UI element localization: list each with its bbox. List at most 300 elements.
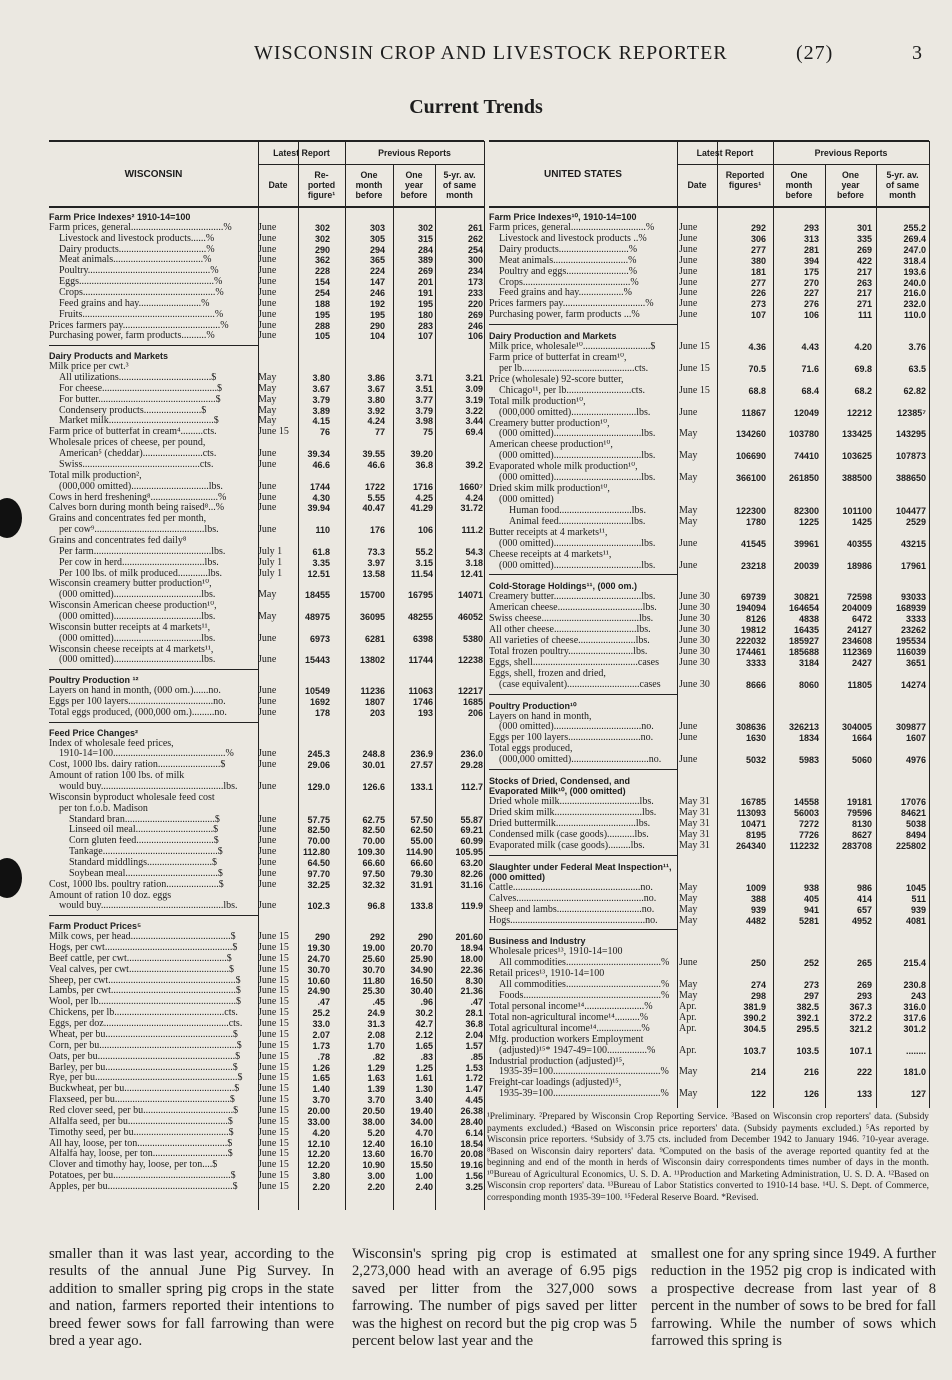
left-row-value: 15700 [359,590,385,601]
right-row-value: 308636 [735,722,766,733]
left-row-value: 10.60 [307,975,330,986]
right-row-date: June [679,221,698,233]
left-row-date: June 15 [258,1050,289,1062]
left-row-value: 389 [417,255,433,266]
right-row-date: June [679,243,698,255]
right-row-date: June [679,406,698,418]
left-row-value: 11063 [408,686,433,697]
right-row-value: 292 [750,222,766,233]
right-reported-heading: Reported figures¹ [725,170,765,190]
left-latest-report-heading: Latest Report [273,148,330,158]
right-row-value: 1780 [745,516,766,527]
left-row-value: 3.09 [465,383,483,394]
left-row-value: 10549 [304,686,330,697]
left-row-value: 1.65 [415,1040,433,1051]
right-row-value: 134260 [735,429,766,440]
right-row-value: 193.6 [903,266,926,277]
left-section-heading: Dairy Products and Markets [49,351,169,362]
left-row-date: June 15 [258,1018,289,1030]
right-row-value: 8126 [745,614,766,625]
left-row-value: 290 [314,932,330,943]
right-row-value: 69.8 [854,363,872,374]
right-section-rule [489,929,677,930]
right-row-label: Foods.......................................................% [499,991,670,1002]
left-row-value: 192 [369,298,385,309]
left-row-value: 206 [467,707,483,718]
right-row-value: 122300 [735,505,766,516]
left-row-value: 20.08 [460,1149,483,1160]
right-row-value: 103625 [841,451,872,462]
right-row-date: June [679,254,698,266]
left-row-date: June [258,695,277,707]
right-row-value: 70.5 [748,363,766,374]
right-row-value: 194094 [735,603,766,614]
left-row-value: 11.80 [362,975,385,986]
right-row-date: Apr. [679,1022,697,1034]
left-row-value: 254 [467,244,483,255]
left-row-value: 246 [369,288,385,299]
left-row-date: June 15 [258,1126,289,1138]
right-row-value: 3333 [905,614,926,625]
left-row-label: American⁵ (cheddar)........................cts. [59,449,217,460]
right-row-value: 19181 [846,797,872,808]
right-row-value: 215.4 [903,958,926,969]
right-row-value: 175 [803,266,819,277]
right-row-value: 127 [910,1089,926,1100]
right-row-label: Human food.............................lbs. [509,505,646,516]
right-row-date: June 30 [679,656,710,668]
left-row-value: 39.2 [465,459,483,470]
left-row-value: 24.9 [367,1008,385,1019]
left-row-label: Soybean meal.....................................$ [69,868,223,879]
left-row-date: June 15 [258,1170,289,1182]
right-row-value: 185927 [788,636,819,647]
left-row-value: 18.54 [460,1138,483,1149]
left-row-label: For cheese..............................................$ [59,383,223,394]
right-row-value: 250 [750,958,766,969]
left-row-label: Wheat, per bu...................................................$ [49,1029,238,1040]
right-row-label: (000,000 omitted)...............................no. [499,755,662,766]
right-row-date: May [679,1066,698,1078]
right-row-value: 8130 [851,819,872,829]
right-row-date: May [679,504,698,516]
left-row-value: 31.16 [460,879,483,890]
left-row-value: 70.00 [307,836,330,847]
left-row-label: Grains and concentrates fed daily⁸ [49,535,187,546]
right-row-value: 20039 [793,560,819,571]
left-row-date: June 15 [258,963,289,975]
left-row-value: 2.04 [465,1029,483,1040]
left-row-value: 3.51 [415,383,433,394]
left-row-value: 201 [417,277,433,288]
left-row-value: 18.00 [460,953,483,964]
left-row-label: Buckwheat, per bu............................................$ [49,1084,240,1095]
right-row-label: Industrial production (adjusted)¹⁵, [489,1056,625,1067]
left-row-value: 66.60 [410,858,433,869]
left-row-value: 4.30 [312,492,330,503]
left-row-label: Feed grains and hay.........................% [59,298,210,309]
right-row-value: 326213 [788,722,819,733]
left-section-rule [49,722,258,723]
left-row-date: May [258,589,277,601]
right-row-label: Wholesale prices¹³, 1910-14=100 [489,947,623,958]
right-row-date: Apr. [679,1000,697,1012]
left-date-heading: Date [268,180,288,190]
left-row-value: 3.97 [367,557,385,568]
right-row-date: May [679,892,698,904]
right-row-value: 657 [856,904,872,915]
left-row-value: 173 [467,277,483,288]
right-row-label: (000 omitted)...................................lbs. [499,451,656,462]
left-row-label: Farm price of butterfat in cream⁴.........cts. [49,427,217,438]
left-row-value: 195 [417,298,433,309]
right-row-value: 16435 [793,625,819,636]
right-row-value: 8666 [745,679,766,690]
left-row-value: 1660⁷ [459,481,483,492]
right-row-value: 5038 [905,819,926,829]
left-row-value: 30.40 [410,986,433,997]
right-row-value: 107 [750,310,766,321]
right-previous-reports-heading: Previous Reports [814,148,888,158]
right-row-value: ........ [905,1045,926,1056]
left-row-value: 106 [467,331,483,342]
right-row-value: 106 [803,310,819,321]
right-row-label: Eggs, shell..........................................cases [489,657,659,668]
right-row-date: Apr. [679,1044,697,1056]
left-row-value: 106 [417,525,433,536]
right-row-value: 3184 [798,657,819,668]
left-row-value: 36095 [359,611,385,622]
right-row-value: 69739 [740,592,766,603]
left-row-value: 82.26 [460,868,483,879]
right-row-date: June [679,276,698,288]
left-row-label: (000 omitted)...................................lbs. [59,655,216,666]
left-row-label: Wisconsin cheese receipts at 4 markets¹¹, [49,644,214,655]
right-row-value: 274 [750,980,766,991]
left-row-label: Corn gluten feed...............................$ [69,836,219,847]
right-row-date: June [679,754,698,766]
left-row-value: 10.90 [362,1160,385,1171]
left-row-value: 48255 [407,611,433,622]
right-row-value: 301.2 [903,1023,926,1034]
left-row-value: 12.20 [307,1149,330,1160]
left-row-date: June [258,319,277,331]
right-row-date: May [679,450,698,462]
right-row-label: All varieties of cheese.......................lbs. [489,636,650,647]
right-row-value: 380 [750,255,766,266]
left-row-label: Per cow in herd.................................lbs. [59,557,219,568]
left-row-value: 5.20 [367,1127,385,1138]
left-row-value: 29.06 [307,760,330,771]
left-row-date: June [258,243,277,255]
left-row-value: 1.00 [415,1171,433,1182]
right-row-value: 8060 [798,679,819,690]
left-row-value: 109.30 [357,847,385,858]
issue-number: (27) [796,42,834,64]
left-row-value: 154 [314,277,330,288]
left-row-value: 12.51 [307,568,330,579]
right-row-label: All commodities......................................% [499,980,670,991]
left-row-value: 46052 [457,611,483,622]
left-row-value: 1.57 [465,1040,483,1051]
left-row-date: June [258,276,277,288]
right-row-date: May [679,903,698,915]
left-row-value: 12238 [457,655,483,666]
right-row-value: 269 [856,244,872,255]
right-row-value: 17961 [900,560,926,571]
left-row-date: June 15 [258,1137,289,1149]
left-row-date: June 15 [258,1083,289,1095]
left-row-value: 60.99 [460,836,483,847]
left-row-label: per ton f.o.b. Madison [59,803,148,814]
left-row-value: 63.20 [460,858,483,869]
right-row-label: 1935-39=100...........................................% [499,1089,669,1100]
left-row-value: 25.2 [312,1008,330,1019]
left-row-value: 11.54 [410,568,433,579]
left-row-label: (000,000 omitted)...............................lbs. [59,481,223,492]
right-row-value: 168939 [895,603,926,614]
left-row-value: 82.50 [362,825,385,836]
right-row-value: 104477 [895,505,926,516]
left-row-value: 3.35 [312,557,330,568]
right-row-label: Total agricultural income¹⁴..................% [489,1023,650,1034]
right-row-value: 133425 [841,429,872,440]
left-row-value: 13.60 [362,1149,385,1160]
left-row-value: 64.50 [307,858,330,869]
right-row-date: June [679,298,698,310]
left-row-label: Linseed oil meal...............................$ [69,825,219,836]
left-row-value: 3.98 [415,416,433,427]
left-row-value: 1692 [309,696,330,707]
left-row-value: 176 [369,525,385,536]
left-row-label: Apples, per bu..................................................$ [49,1181,238,1192]
left-row-label: Veal calves, per cwt........................................$ [49,964,234,975]
left-row-label: Hogs, per cwt...................................................$ [49,943,238,954]
right-row-date: June [679,265,698,277]
right-row-value: 10471 [740,819,766,829]
body-text-column: smallest one for any spring since 1949. A further reduction in the 1952 pig crop is indicated with a prospective decrease from last year of 8 percent in the number of sows to be bred for fall farrowing. While the number of sows which farrowed this spring is [651,1246,936,1350]
right-row-value: 1607 [905,733,926,744]
left-row-label: Potatoes, per bu...............................................$ [49,1171,236,1182]
left-row-date: June 15 [258,1094,289,1106]
right-row-label: American cheese production¹⁰, [489,440,613,451]
right-row-value: 133 [856,1089,872,1100]
left-row-date: June 15 [258,1180,289,1192]
left-row-label: Amount of ration 100 lbs. of milk [49,771,185,782]
left-row-value: 25.30 [362,986,385,997]
right-region-heading: UNITED STATES [544,169,622,180]
right-row-date: June 15 [679,341,710,353]
left-row-date: June [258,759,277,771]
left-row-value: 5.55 [367,492,385,503]
left-row-value: 5380 [462,633,483,644]
right-row-value: 265 [856,958,872,969]
left-row-value: 55.00 [410,836,433,847]
right-row-value: 3333 [745,657,766,668]
left-row-date: June [258,458,277,470]
right-row-label: Dried buttermilk................................lbs. [489,819,651,829]
right-column-rule [677,141,678,1108]
right-row-label: Farm prices, general..............................% [489,222,655,233]
left-row-value: 12.20 [307,1160,330,1171]
left-row-value: 19.40 [410,1105,433,1116]
right-row-value: 14274 [900,679,926,690]
right-row-value: 1664 [851,733,872,744]
left-row-label: For butter...............................................$ [59,394,221,405]
right-row-value: 39961 [793,538,819,549]
right-row-value: 17076 [900,797,926,808]
right-row-value: 204009 [841,603,872,614]
right-row-value: 281 [803,244,819,255]
left-row-value: 262 [467,233,483,244]
right-row-value: 23262 [900,625,926,636]
left-row-value: 203 [369,707,385,718]
right-row-value: 122 [750,1089,766,1100]
left-row-label: Calves born during month being raised⁸...% [49,503,225,514]
right-row-value: 84621 [900,808,926,819]
right-row-label: Creamery butter production¹⁰, [489,418,610,429]
left-row-label: Per 100 lbs. of milk produced............lbs. [59,568,223,579]
right-row-value: 226 [750,288,766,299]
left-row-label: Barley, per bu...................................................$ [49,1062,238,1073]
right-column-rule [929,141,930,1108]
right-row-value: 79596 [846,808,872,819]
right-row-date: Apr. [679,1011,697,1023]
right-row-value: 381.9 [743,1001,766,1012]
right-row-label: Meat animals..............................% [499,255,637,266]
left-row-date: June 15 [258,1028,289,1040]
left-row-label: Alfalfa seed, per bu........................................$ [49,1116,233,1127]
left-row-value: 96.8 [367,901,385,912]
right-latest-report-heading: Latest Report [696,148,754,158]
right-row-label: Layers on hand in month, [489,711,592,722]
left-row-value: 16.70 [410,1149,433,1160]
publication-title: WISCONSIN CROP AND LIVESTOCK REPORTER [254,42,728,64]
left-row-value: 3.00 [367,1171,385,1182]
left-row-value: 76 [319,427,330,438]
left-row-value: 55.87 [460,814,483,825]
right-section-rule [489,574,677,575]
left-row-value: 11744 [408,655,433,666]
left-row-value: 48975 [304,611,330,622]
body-text-column: smaller than it was last year, according to the results of the annual June Pig Survey. In addition to smaller spring pig crops in the state and nation, farmers reported their intentions to breed fewer sows for fall farrowing than were bred a year ago. [49,1246,334,1350]
right-row-date: May [679,1088,698,1100]
left-row-value: 25.90 [410,953,433,964]
right-row-value: 1045 [905,882,926,893]
left-row-value: 6.14 [465,1127,483,1138]
left-row-label: Purchasing power, farm products..........% [49,331,215,342]
left-row-value: 234 [467,266,483,277]
left-row-value: 27.57 [410,760,433,771]
right-row-value: 68.2 [854,385,872,396]
right-row-value: 164654 [788,603,819,614]
left-row-label: Sheep, per cwt...................................................$ [49,975,241,986]
left-row-value: .78 [317,1051,330,1062]
left-row-label: Index of wholesale feed prices, [49,738,174,749]
left-row-value: 228 [314,266,330,277]
right-row-value: 232.0 [903,299,926,310]
right-row-value: 1425 [851,516,872,527]
right-row-value: 6472 [851,614,872,625]
right-row-date: June [679,232,698,244]
left-row-label: Crops.....................................................% [59,288,224,299]
right-section-rule [489,855,677,856]
left-row-value: 290 [417,932,433,943]
right-row-value: 316.0 [903,1001,926,1012]
right-row-value: 941 [803,904,819,915]
right-row-label: Cattle...................................................no. [489,882,653,893]
right-row-value: 12049 [793,407,819,418]
left-row-value: 12.41 [460,568,483,579]
right-row-value: 107.1 [849,1045,872,1056]
left-row-value: 18.94 [460,943,483,954]
left-row-value: 36.8 [465,1019,483,1030]
right-row-value: 216 [803,1067,819,1078]
left-row-value: 16795 [407,590,433,601]
right-row-value: 5983 [798,755,819,766]
left-row-value: 1807 [364,696,385,707]
left-row-value: 36.8 [415,459,433,470]
right-row-date: June [679,957,698,969]
left-row-value: 126.6 [362,782,385,792]
right-row-value: 112232 [789,840,819,851]
left-row-label: Eggs......................................................% [59,277,223,288]
left-row-value: 220 [467,298,483,309]
right-row-value: 12212 [846,407,872,418]
left-row-value: 1722 [364,481,385,492]
left-row-date: June [258,254,277,266]
right-row-label: (000 omitted) [499,495,554,505]
right-row-value: 335 [856,233,872,244]
right-row-value: 74410 [793,451,819,462]
right-row-label: Evaporated whole milk production¹⁰, [489,462,638,473]
left-row-label: Corn, per bu.......................................................$ [49,1040,242,1051]
left-row-value: 61.8 [312,546,330,557]
left-row-value: 3.22 [465,405,483,416]
left-row-value: 3.44 [465,416,483,427]
left-row-value: 1.30 [415,1084,433,1095]
left-row-value: 39.34 [307,449,330,460]
right-row-value: 367.3 [849,1001,872,1012]
right-row-label: Livestock and livestock products ..% [499,233,647,244]
right-row-value: 297 [803,991,819,1002]
left-row-value: 1.70 [367,1040,385,1051]
left-column-rule [484,141,485,1210]
right-row-value: 23218 [740,560,766,571]
left-row-value: 236.9 [410,749,433,760]
right-row-value: 293 [856,991,872,1002]
right-row-value: 101100 [842,505,872,516]
right-row-value: 195534 [895,636,926,647]
right-row-value: 255.2 [903,222,926,233]
right-row-value: 181.0 [903,1067,926,1078]
left-row-value: 292 [369,932,385,943]
left-row-date: June [258,480,277,492]
left-row-value: 1.47 [465,1084,483,1095]
left-row-date: June [258,824,277,836]
left-row-value: 254 [314,288,330,299]
left-row-value: 290 [369,320,385,331]
left-row-value: 246 [467,320,483,331]
right-row-value: 277 [750,277,766,288]
right-row-value: 4838 [798,614,819,625]
left-row-value: 12.40 [362,1138,385,1149]
right-row-value: 4482 [745,915,766,926]
left-row-label: Cost, 1000 lbs. poultry ration.....................$ [49,879,224,890]
right-row-label: Butter receipts at 4 markets¹¹, [489,527,608,538]
left-row-value: 1.56 [465,1171,483,1182]
left-row-value: 303 [369,222,385,233]
